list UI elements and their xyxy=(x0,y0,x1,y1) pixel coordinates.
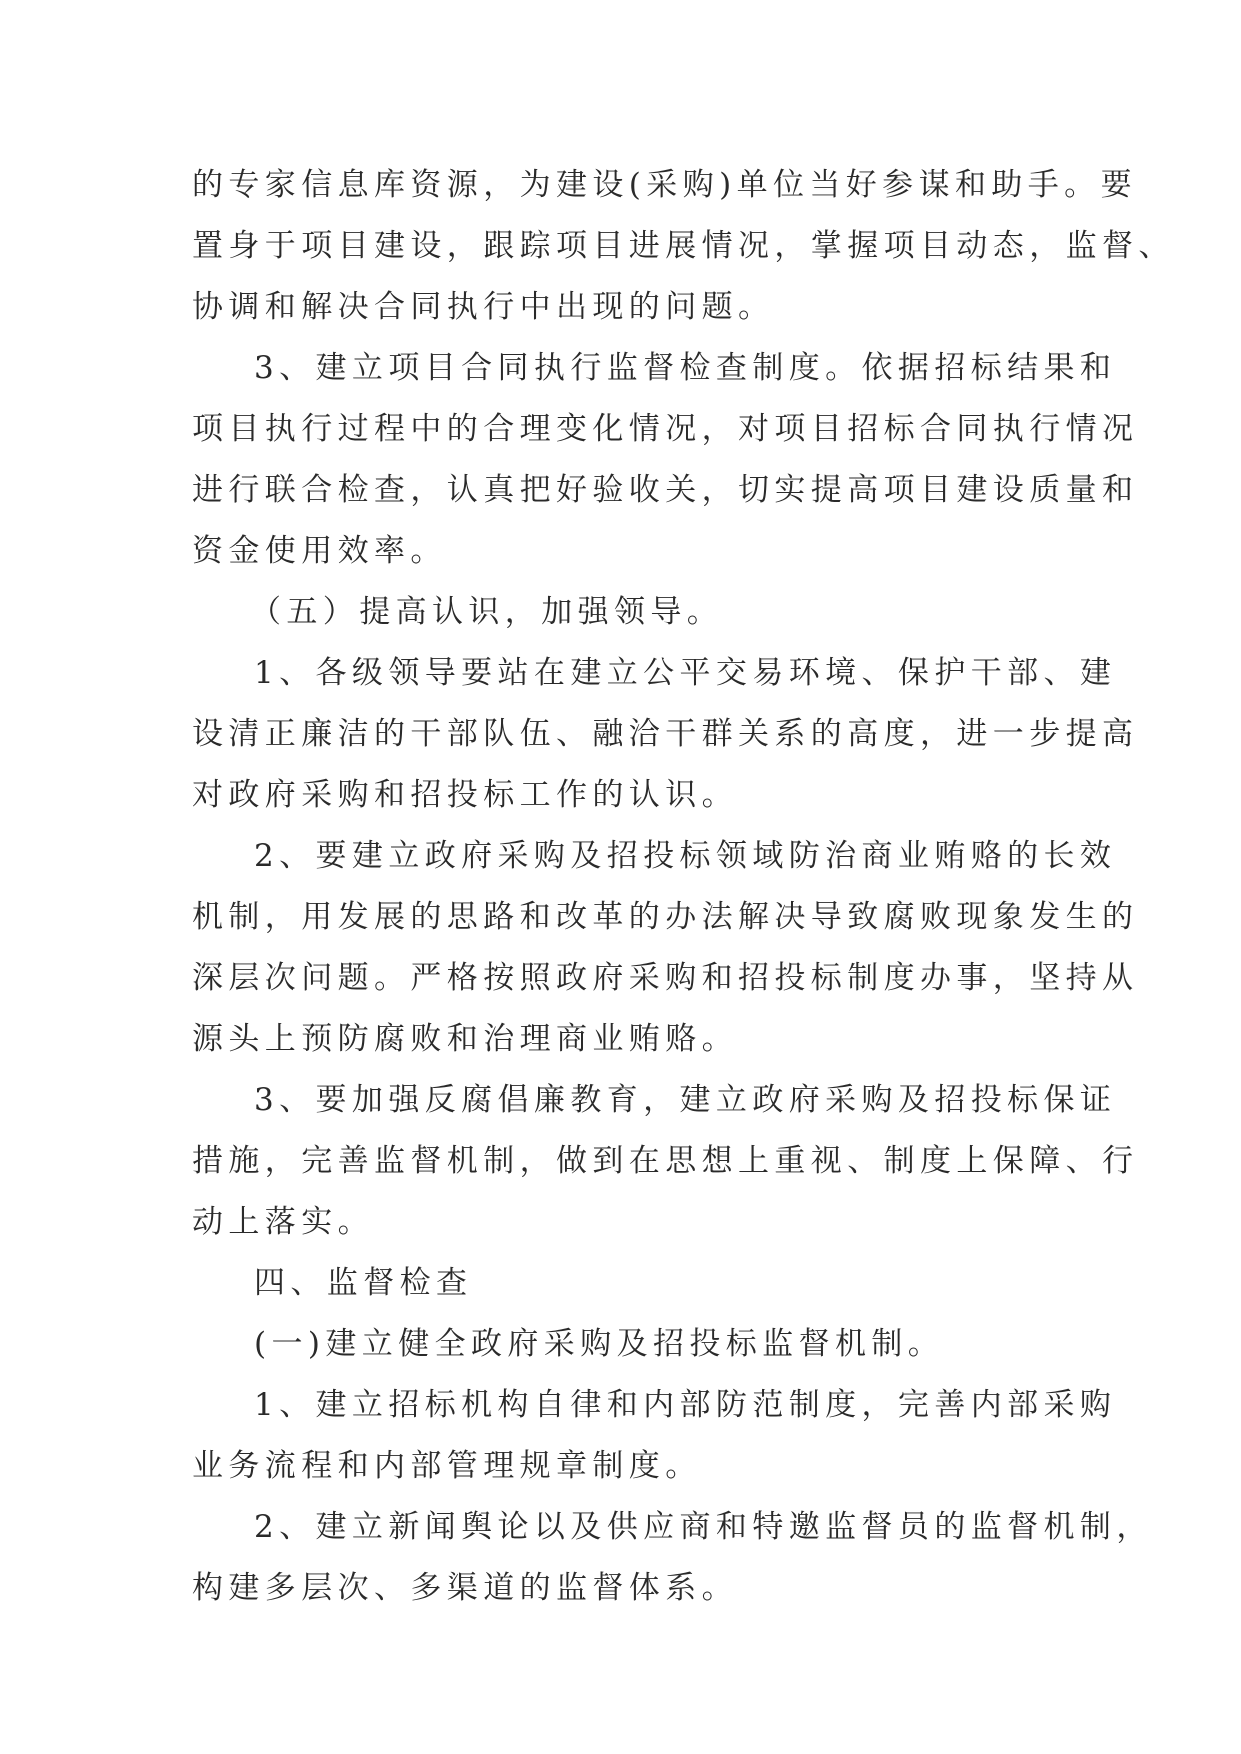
text-line: 对政府采购和招投标工作的认识。 xyxy=(192,777,738,813)
text-line: 设清正廉洁的干部队伍、融洽干群关系的高度，进一步提高 xyxy=(192,716,1139,752)
text-line: 业务流程和内部管理规章制度。 xyxy=(192,1448,702,1484)
text-line: 动上落实。 xyxy=(192,1204,374,1240)
section-heading: 四、监督检查 xyxy=(254,1265,473,1301)
document-body xyxy=(192,155,1175,1619)
section-heading: （五）提高认识，加强领导。 xyxy=(250,594,724,630)
paragraph-start-line: 2、要建立政府采购及招投标领域防治商业贿赂的长效 xyxy=(254,838,1117,874)
paragraph-start-line: 3、要加强反腐倡廉教育，建立政府采购及招投标保证 xyxy=(254,1082,1117,1118)
text-line: 源头上预防腐败和治理商业贿赂。 xyxy=(192,1021,738,1057)
text-line: 深层次问题。严格按照政府采购和招投标制度办事，坚持从 xyxy=(192,960,1139,996)
text-line: 措施，完善监督机制，做到在思想上重视、制度上保障、行 xyxy=(192,1143,1139,1179)
paragraph-start-line: 3、建立项目合同执行监督检查制度。依据招标结果和 xyxy=(254,350,1117,386)
text-line: 进行联合检查，认真把好验收关，切实提高项目建设质量和 xyxy=(192,472,1139,508)
text-line: 的专家信息库资源，为建设(采购)单位当好参谋和助手。要 xyxy=(192,167,1137,203)
text-line: 项目执行过程中的合理变化情况，对项目招标合同执行情况 xyxy=(192,411,1139,447)
text-line: 资金使用效率。 xyxy=(192,533,447,569)
paragraph-start-line: 1、建立招标机构自律和内部防范制度，完善内部采购 xyxy=(254,1387,1117,1423)
text-line: 置身于项目建设，跟踪项目进展情况，掌握项目动态，监督、 xyxy=(192,228,1175,264)
subsection-heading: (一)建立健全政府采购及招投标监督机制。 xyxy=(254,1326,945,1362)
text-line: 机制，用发展的思路和改革的办法解决导致腐败现象发生的 xyxy=(192,899,1139,935)
paragraph-start-line: 2、建立新闻舆论以及供应商和特邀监督员的监督机制， xyxy=(254,1509,1153,1545)
paragraph-start-line: 1、各级领导要站在建立公平交易环境、保护干部、建 xyxy=(254,655,1117,691)
text-line: 协调和解决合同执行中出现的问题。 xyxy=(192,289,775,325)
text-line: 构建多层次、多渠道的监督体系。 xyxy=(192,1570,738,1606)
